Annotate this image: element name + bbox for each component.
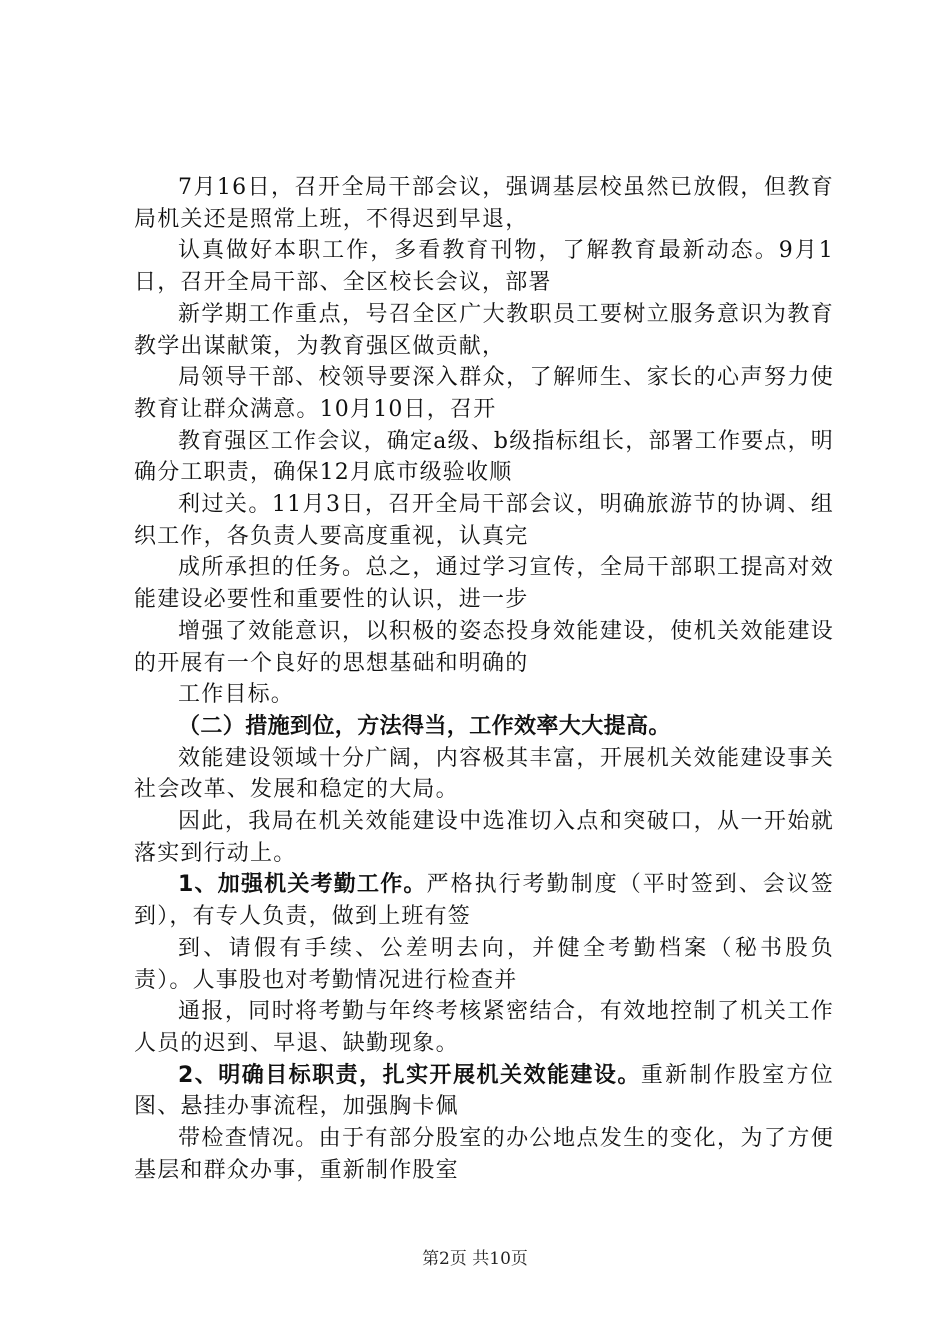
document-body — [134, 172, 834, 1187]
paragraph: 效能建设领域十分广阔，内容极其丰富，开展机关效能建设事关社会改革、发展和稳定的大局。 — [134, 745, 834, 803]
item-lead: 2、明确目标职责，扎实开展机关效能建设。 — [178, 1062, 641, 1088]
paragraph: 通报，同时将考勤与年终考核紧密结合，有效地控制了机关工作人员的迟到、早退、缺勤现象。 — [134, 999, 834, 1056]
item-text: 重新制作股室方位图、悬挂办事流程，加强胸卡佩 — [134, 1062, 834, 1120]
paragraph: 增强了效能意识，以积极的姿态投身效能建设，使机关效能建设的开展有一个良好的思想基础和明确的 — [134, 618, 834, 676]
item-lead: 1、加强机关考勤工作。 — [178, 872, 427, 898]
paragraph: 教育强区工作会议，确定a级、b级指标组长，部署工作要点，明确分工职责，确保12月底市级验收顺 — [134, 428, 835, 486]
list-item-2 — [134, 1060, 834, 1123]
section-heading: （二）措施到位，方法得当，工作效率大大提高。 — [178, 713, 671, 739]
paragraph: 到、请假有手续、公差明去向，并健全考勤档案（秘书股负责）。人事股也对考勤情况进行检查并 — [134, 935, 834, 993]
paragraph: 利过关。11月3日，召开全局干部会议，明确旅游节的协调、组织工作，各负责人要高度重视，认真完 — [134, 492, 834, 549]
paragraph: 工作目标。 — [178, 682, 295, 708]
paragraph: 认真做好本职工作，多看教育刊物，了解教育最新动态。9月1日，召开全局干部、全区校长会议，部署 — [134, 238, 834, 296]
paragraph: 新学期工作重点，号召全区广大教职员工要树立服务意识为教育教学出谋献策，为教育强区做贡献， — [134, 301, 834, 359]
paragraph: 成所承担的任务。总之，通过学习宣传，全局干部职工提高对效能建设必要性和重要性的认识，进一步 — [134, 555, 834, 613]
list-item-1 — [134, 869, 834, 932]
item-text: 严格执行考勤制度（平时签到、会议签到），有专人负责，做到上班有签 — [134, 872, 834, 930]
paragraph: 带检查情况。由于有部分股室的办公地点发生的变化，为了方便基层和群众办事，重新制作股室 — [134, 1126, 834, 1183]
paragraph: 7月16日，召开全局干部会议，强调基层校虽然已放假，但教育局机关还是照常上班，不得迟到早退， — [134, 175, 834, 232]
page-number-footer: 第2页 共10页 — [422, 1249, 528, 1269]
paragraph: 因此，我局在机关效能建设中选准切入点和突破口，从一开始就落实到行动上。 — [134, 809, 834, 866]
paragraph: 局领导干部、校领导要深入群众，了解师生、家长的心声努力使教育让群众满意。10月10日，召开 — [134, 365, 834, 422]
